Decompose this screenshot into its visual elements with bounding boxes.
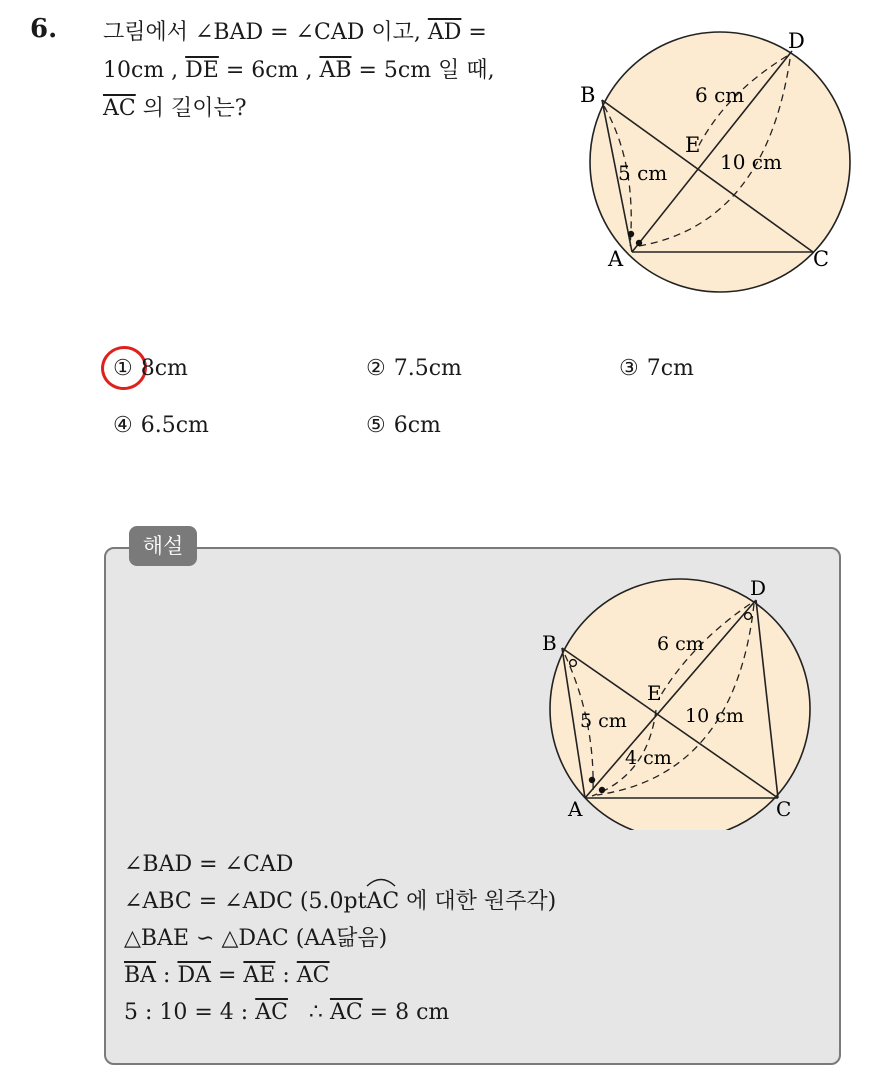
label-c: C: [776, 797, 792, 821]
label-d: D: [750, 576, 767, 600]
s4-f: :: [275, 963, 297, 988]
s5-a: 5 : 10 = 4 :: [124, 1000, 256, 1025]
choice-number: ④: [113, 413, 133, 438]
solution-line-3: △BAE ∽ △DAC (AA닮음): [124, 926, 388, 951]
solution-tag: 해설: [129, 526, 197, 566]
segment-ac: $\overline{AC}$: [255, 1000, 288, 1025]
s2-a: ∠ABC = ∠ADC (5.0pt: [124, 889, 367, 914]
segment-ba: $\overline{BA}$: [124, 963, 157, 988]
segment-ac: $\overline{AC}$: [329, 1000, 363, 1025]
segment-ac: $\overline{AC}$: [103, 96, 136, 121]
angle-dot-1: [589, 777, 595, 783]
label-a: A: [608, 247, 624, 271]
s5-c: ∴: [287, 1000, 330, 1025]
segment-da: $\overline{DA}$: [177, 963, 211, 988]
label-ab: 5 cm: [618, 161, 668, 185]
label-b: B: [580, 83, 596, 107]
q-line3-b: 의 길이는?: [135, 96, 247, 121]
segment-de: $\overline{DE}$: [185, 58, 219, 83]
arc-ac: AC: [366, 883, 399, 920]
solution-lines: [124, 846, 556, 1031]
label-de: 6 cm: [657, 633, 704, 655]
question-number: 6.: [30, 14, 58, 44]
choice-text: 6.5cm: [140, 413, 209, 438]
choice-3[interactable]: [619, 356, 694, 381]
solution-line-5: [124, 994, 556, 1031]
q-line2-c: = 6cm ,: [218, 58, 320, 83]
label-e: E: [647, 681, 662, 705]
choice-number: ②: [366, 356, 386, 381]
choice-number: ⑤: [366, 413, 386, 438]
choice-number: ①: [113, 356, 133, 381]
segment-ae: $\overline{AE}$: [243, 963, 276, 988]
segment-ab: $\overline{AB}$: [319, 58, 352, 83]
angle-dot-1: [628, 231, 634, 237]
question-figure: [575, 14, 865, 294]
label-ae: 4 cm: [625, 747, 672, 769]
q-line2-a: 10cm ,: [103, 58, 186, 83]
label-ad: 10 cm: [720, 150, 782, 174]
q-line1-a: 그림에서 ∠BAD = ∠CAD 이고,: [103, 20, 428, 45]
label-ab: 5 cm: [580, 710, 627, 732]
segment-ac: $\overline{AC}$: [296, 963, 330, 988]
solution-line-1: ∠BAD = ∠CAD: [124, 852, 294, 877]
s4-b: :: [156, 963, 178, 988]
label-a: A: [568, 797, 583, 821]
s5-e: = 8 cm: [362, 1000, 450, 1025]
question-text: [103, 14, 573, 128]
solution-figure: [540, 570, 820, 830]
s2-c: 에 대한 원주각): [399, 889, 557, 914]
choice-text: 7cm: [646, 356, 694, 381]
solution-line-2: [124, 883, 556, 920]
choice-text: 8cm: [140, 356, 188, 381]
solution-line-4: [124, 957, 556, 994]
q-line1-c: =: [461, 20, 487, 45]
label-e: E: [685, 133, 701, 157]
label-ad: 10 cm: [685, 705, 744, 727]
choice-text: 6cm: [393, 413, 441, 438]
label-d: D: [788, 29, 805, 53]
choice-4[interactable]: [113, 413, 209, 438]
segment-ad: $\overline{AD}$: [427, 20, 462, 45]
angle-dot-2: [636, 240, 642, 246]
q-line2-e: = 5cm 일 때,: [351, 58, 495, 83]
s4-d: =: [211, 963, 244, 988]
label-c: C: [813, 247, 830, 271]
label-b: B: [542, 631, 557, 655]
choice-text: 7.5cm: [393, 356, 462, 381]
choice-2[interactable]: [366, 356, 462, 381]
angle-dot-2: [599, 787, 605, 793]
choice-5[interactable]: [366, 413, 441, 438]
choice-number: ③: [619, 356, 639, 381]
label-de: 6 cm: [695, 83, 745, 107]
choice-1[interactable]: [113, 356, 188, 381]
